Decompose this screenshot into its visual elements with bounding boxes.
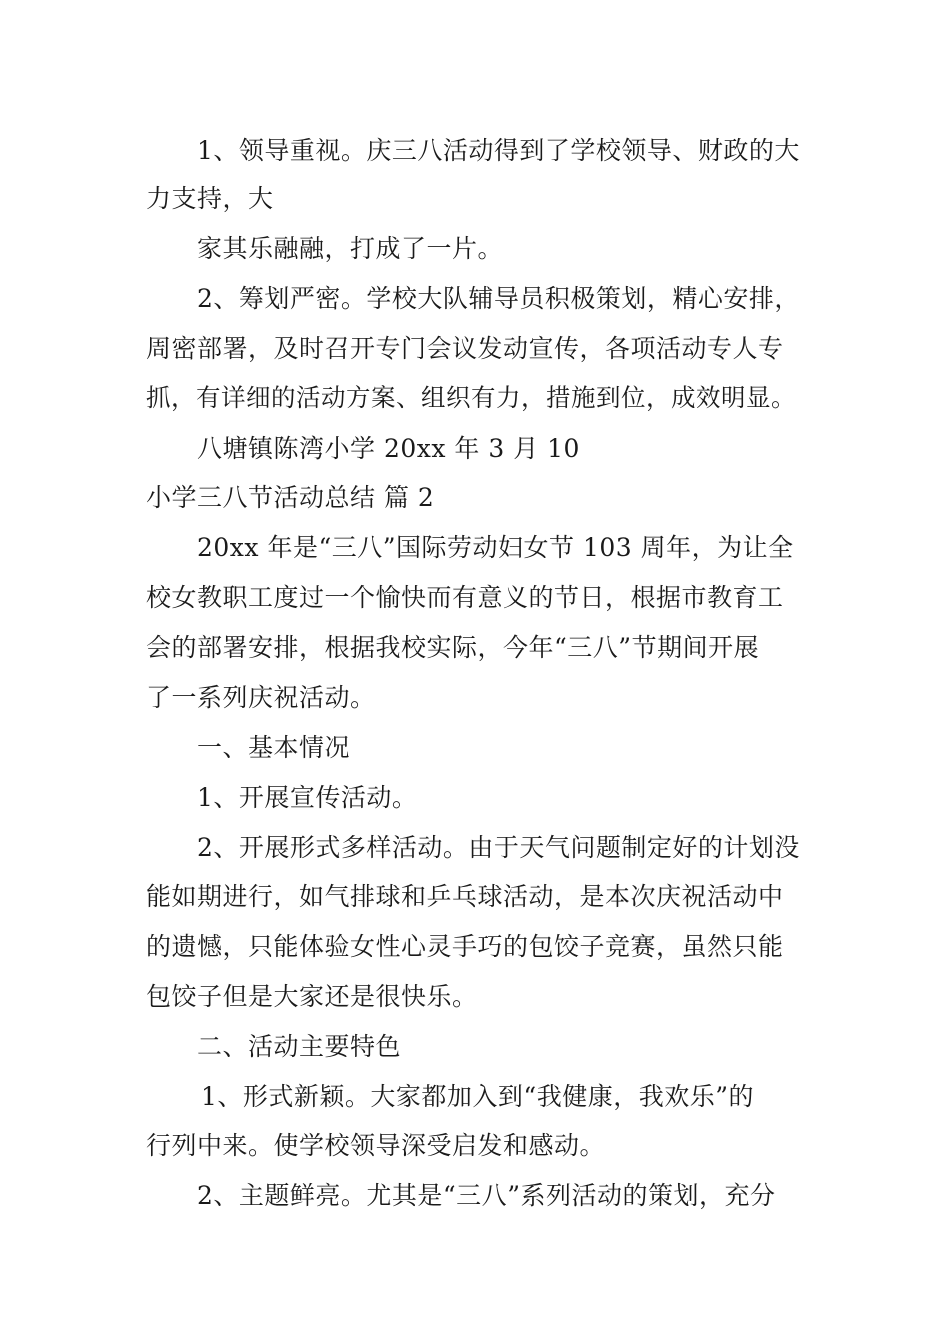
text-line: 的遗憾，只能体验女性心灵手巧的包饺子竞赛，虽然只能: [146, 932, 784, 961]
text-line: 1、开展宣传活动。: [197, 783, 418, 812]
text-line: 行列中来。使学校领导深受启发和感动。: [146, 1131, 606, 1160]
text-line: 抓，有详细的活动方案、组织有力，措施到位，成效明显。: [146, 383, 796, 412]
text-line: 力支持，大: [146, 184, 274, 213]
text-line: 家其乐融融，打成了一片。: [197, 234, 504, 263]
text-line: 包饺子但是大家还是很快乐。: [146, 982, 478, 1011]
text-line: 2、开展形式多样活动。由于天气问题制定好的计划没: [197, 833, 800, 862]
text-line: 2、主题鲜亮。尤其是“三八”系列活动的策划，充分: [197, 1181, 776, 1210]
section-title: 小学三八节活动总结 篇 2: [146, 483, 435, 512]
heading-basic-situation: 一、基本情况: [197, 733, 351, 762]
text-line: 能如期进行，如气排球和乒乓球活动，是本次庆祝活动中: [146, 882, 784, 911]
signature-line: 八塘镇陈湾小学 20xx 年 3 月 10: [197, 434, 580, 463]
text-line: 20xx 年是“三八”国际劳动妇女节 103 周年，为让全: [197, 533, 794, 562]
heading-main-features: 二、活动主要特色: [197, 1032, 402, 1061]
text-line: 1、形式新颖。大家都加入到“我健康，我欢乐”的: [201, 1082, 754, 1111]
text-line: 校女教职工度过一个愉快而有意义的节日，根据市教育工: [146, 583, 784, 612]
text-line: 了一系列庆祝活动。: [146, 683, 376, 712]
text-line: 2、筹划严密。学校大队辅导员积极策划，精心安排，: [197, 284, 800, 313]
text-line: 周密部署，及时召开专门会议发动宣传，各项活动专人专: [146, 334, 784, 363]
text-line: 会的部署安排，根据我校实际，今年“三八”节期间开展: [146, 633, 760, 662]
text-line: 1、领导重视。庆三八活动得到了学校领导、财政的大: [197, 136, 800, 165]
